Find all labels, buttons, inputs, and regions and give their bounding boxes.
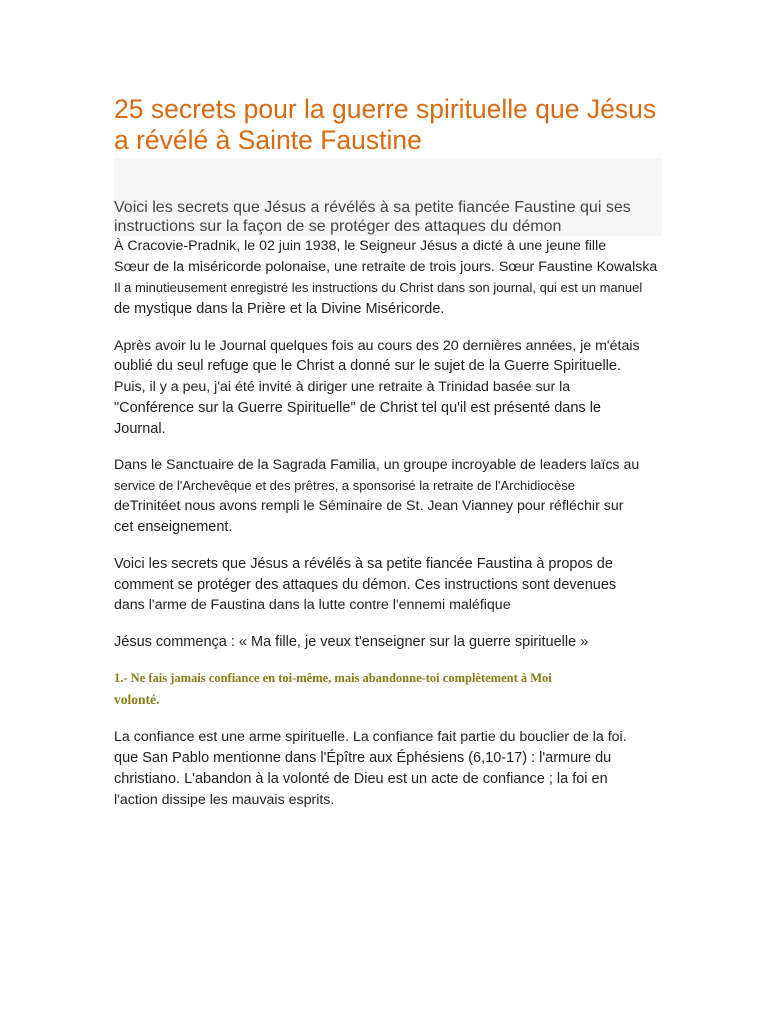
article-title: 25 secrets pour la guerre spirituelle que Jésus a révélé à Sainte Faustine [114, 94, 657, 155]
paragraph-line: Dans le Sanctuaire de la Sagrada Familia, un groupe incroyable de leaders laïcs au [114, 457, 640, 473]
paragraph-line: Journal. [114, 421, 166, 437]
paragraph-line: oublié du seul refuge que le Christ a donné sur le sujet de la Guerre Spirituelle. [114, 358, 621, 374]
paragraph-line: de mystique dans la Prière et la Divine Miséricorde. [114, 301, 445, 317]
paragraph-line: Puis, il y a peu, j'ai été invité à diriger une retraite à Trinidad basée sur la [114, 379, 571, 395]
paragraph-line: La confiance est une arme spirituelle. La confiance fait partie du bouclier de la foi. [114, 729, 627, 745]
paragraph-line: Jésus commença : « Ma fille, je veux t'enseigner sur la guerre spirituelle » [114, 634, 589, 650]
paragraph-line: cet enseignement. [114, 519, 233, 535]
paragraph-line: service de l'Archevêque et des prêtres, a sponsorisé la retraite de l'Archidiocèse [114, 478, 575, 493]
paragraph-line: Sœur de la miséricorde polonaise, une retraite de trois jours. Sœur Faustine Kowalska [114, 259, 658, 275]
paragraph-line: que San Pablo mentionne dans l'Épître aux Éphésiens (6,10-17) : l'armure du [114, 750, 612, 766]
article-subtitle: Voici les secrets que Jésus a révélés à sa petite fiancée Faustine qui ses instructions sur la façon de se protéger des attaques du démon [114, 199, 631, 235]
paragraph-line: christiano. L'abandon à la volonté de Dieu est un acte de confiance ; la foi en [114, 771, 608, 787]
paragraph-line: l'action dissipe les mauvais esprits. [114, 792, 335, 808]
paragraph-line: Voici les secrets que Jésus a révélés à sa petite fiancée Faustina à propos de [114, 556, 613, 572]
section-heading-line: volonté. [114, 692, 160, 707]
paragraph-line: "Conférence sur la Guerre Spirituelle" de Christ tel qu'il est présenté dans le [114, 400, 601, 416]
paragraph-line: À Cracovie-Pradnik, le 02 juin 1938, le Seigneur Jésus a dicté à une jeune fille [114, 238, 607, 254]
paragraph-line: deTrinitéet nous avons rempli le Séminaire de St. Jean Vianney pour réfléchir sur [114, 498, 624, 514]
paragraph-line: comment se protéger des attaques du démon. Ces instructions sont devenues [114, 577, 617, 593]
section-heading-line: 1.- Ne fais jamais confiance en toi-même, mais abandonne-toi complètement à Moi [114, 671, 552, 685]
paragraph-line: Après avoir lu le Journal quelques fois au cours des 20 dernières années, je m'étais [114, 338, 640, 354]
paragraph-line: Il a minutieusement enregistré les instructions du Christ dans son journal, qui est un manuel [114, 280, 643, 295]
paragraph-line: dans l'arme de Faustina dans la lutte contre l'ennemi maléfique [114, 597, 511, 613]
